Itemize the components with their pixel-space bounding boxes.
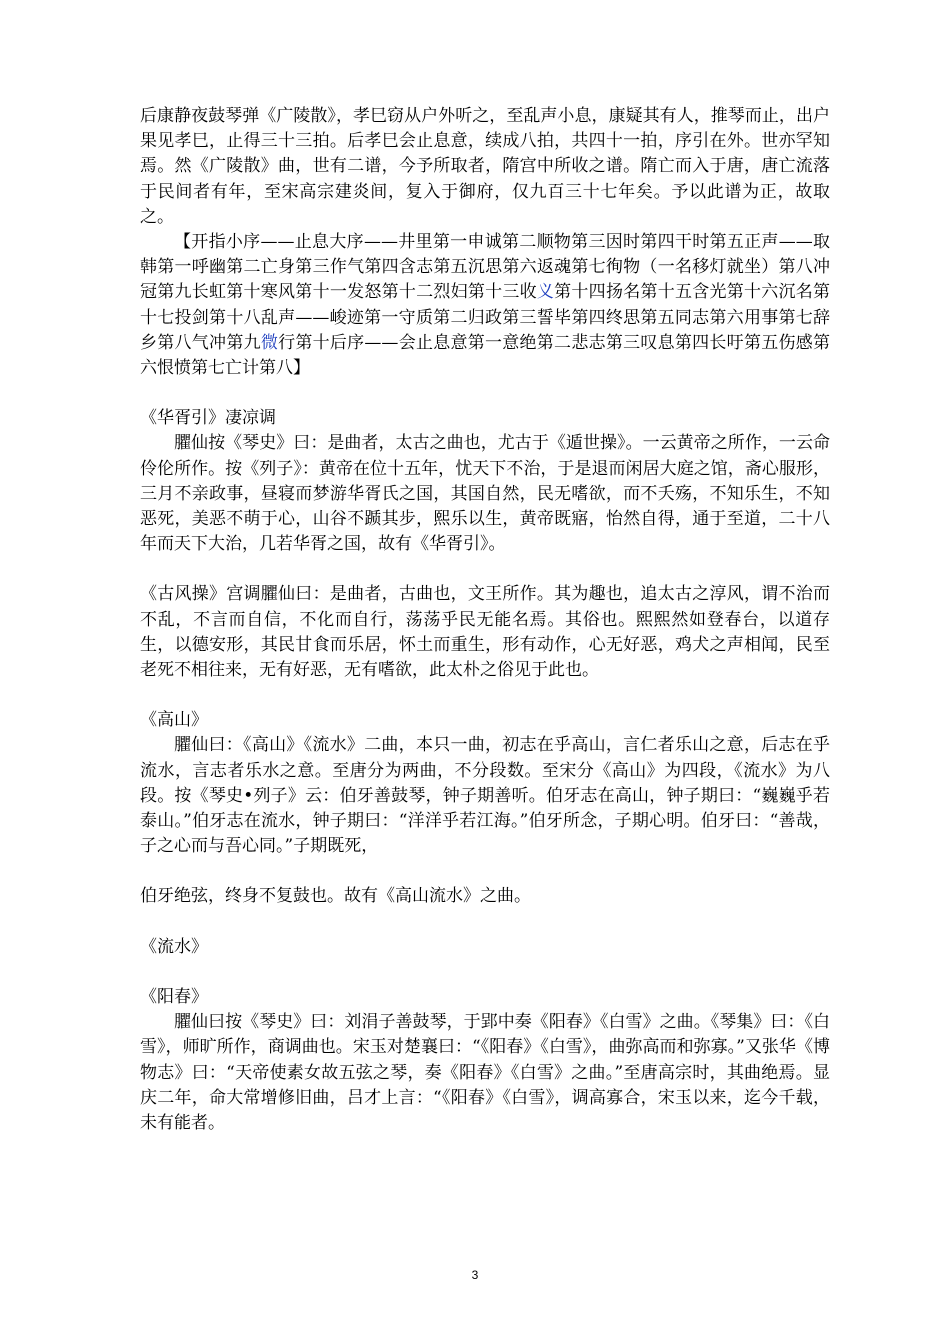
paragraph-gaoshan: 臞仙曰：《高山》《流水》二曲，本只一曲，初志在乎高山，言仁者乐山之意，后志在乎流水，言志者乐水之意。至唐分为两曲，不分段数。至宋分《高山》为四段，《流水》为八段。按《琴史•列子》云：伯牙善鼓琴，钟子期善听。伯牙志在高山，钟子期曰：“巍巍乎若泰山。”伯牙志在流水，钟子期曰：“洋洋乎若江海。”伯牙所念，子期心明。伯牙曰：“善哉，子之心而与吾心同。”子期既死， — [140, 735, 830, 857]
spacer — [140, 910, 830, 935]
section-list-highlight-yi: 义 — [536, 282, 555, 303]
paragraph-section-list — [140, 230, 830, 381]
spacer — [140, 683, 830, 708]
paragraph-guangling: 后康静夜鼓琴弹《广陵散》，孝巳窃从户外听之，至乱声小息，康疑其有人，推琴而止，出户果见孝巳，止得三十三拍。后孝巳会止息意，续成八拍，共四十一拍，序引在外。世亦罕知焉。然《广陵散》曲，世有二谱，今予所取者，隋宫中所收之谱。隋亡而入于唐，唐亡流落于民间者有年，至宋高宗建炎间，复入于御府，仅九百三十七年矣。予以此谱为正，故取之。 — [140, 106, 830, 227]
spacer — [140, 557, 830, 582]
heading-huaxu: 《华胥引》凄凉调 — [140, 408, 276, 429]
page-content — [140, 104, 830, 1136]
section-list-part3: 行第十后序——会止息意第一意绝第二悲志第三叹息第四长吁第五伤感第六恨愤第七亡计第八】 — [140, 332, 831, 379]
heading-yangchun: 《阳春》 — [140, 986, 208, 1007]
heading-gaoshan: 《高山》 — [140, 710, 208, 731]
paragraph-huaxu: 臞仙按《琴史》曰：是曲者，太古之曲也，尤古于《遁世操》。一云黄帝之所作，一云命伶伦所作。按《列子》：黄帝在位十五年，忧天下不治，于是退而闲居大庭之馆，斋心服形，三月不亲政事，昼寝而梦游华胥氏之国，其国自然，民无嗜欲，而不夭殇，不知乐生，不知恶死，美恶不萌于心，山谷不踬其步，熙乐以生，黄帝既寤，怡然自得，通于至道，二十八年而天下大治，几若华胥之国，故有《华胥引》。 — [140, 433, 830, 555]
section-list-part2: 第十四扬名第十五含光第十六沉名第十七投剑第十八乱声——峻迹第一守质第二归政第三誓毕第四终思第五同志第六用事第七辞乡第八气冲第九 — [140, 282, 831, 353]
paragraph-yangchun: 臞仙曰按《琴史》曰：刘涓子善鼓琴，于郢中奏《阳春》《白雪》之曲。《琴集》曰：《白雪》，师旷所作，商调曲也。宋玉对楚襄曰：“《阳春》《白雪》，曲弥高而和弥寡。”又张华《博物志》曰：“天帝使素女故五弦之琴，奏《阳春》《白雪》之曲。”至唐高宗时，其曲绝焉。显庆二年，命大常增修旧曲，吕才上言：“《阳春》《白雪》，调高寡合，宋玉以来，迄今千载，未有能者。 — [140, 1012, 830, 1133]
paragraph-gaoshan-cont: 伯牙绝弦，终身不复鼓也。故有《高山流水》之曲。 — [140, 886, 531, 907]
heading-liushui: 《流水》 — [140, 936, 208, 957]
paragraph-gufeng: 《古风操》宫调臞仙曰：是曲者，古曲也，文王所作。其为趣也，追太古之淳风，谓不治而不乱，不言而自信，不化而自行，荡荡乎民无能名焉。其俗也。熙熙然如登春台，以道存生，以德安形，其民甘食而乐居，怀土而重生，形有动作，心无好恶，鸡犬之声相闻，民至老死不相往来，无有好恶，无有嗜欲，此太朴之俗见于此也。 — [140, 584, 830, 681]
section-list-part1: 【开指小序——止息大序——井里第一申诚第二顺物第三因时第四干时第五正声——取韩第一呼幽第二亡身第三作气第四含志第五沉思第六返魂第七徇物（一名移灯就坐）第八冲冠第九长虹第十寒风第十一发怒第十二烈妇第十三收 — [140, 232, 830, 303]
page-number: 3 — [471, 1268, 479, 1282]
spacer — [140, 381, 830, 406]
spacer — [140, 859, 830, 884]
spacer — [140, 960, 830, 985]
section-list-highlight-wei: 微 — [260, 332, 279, 353]
